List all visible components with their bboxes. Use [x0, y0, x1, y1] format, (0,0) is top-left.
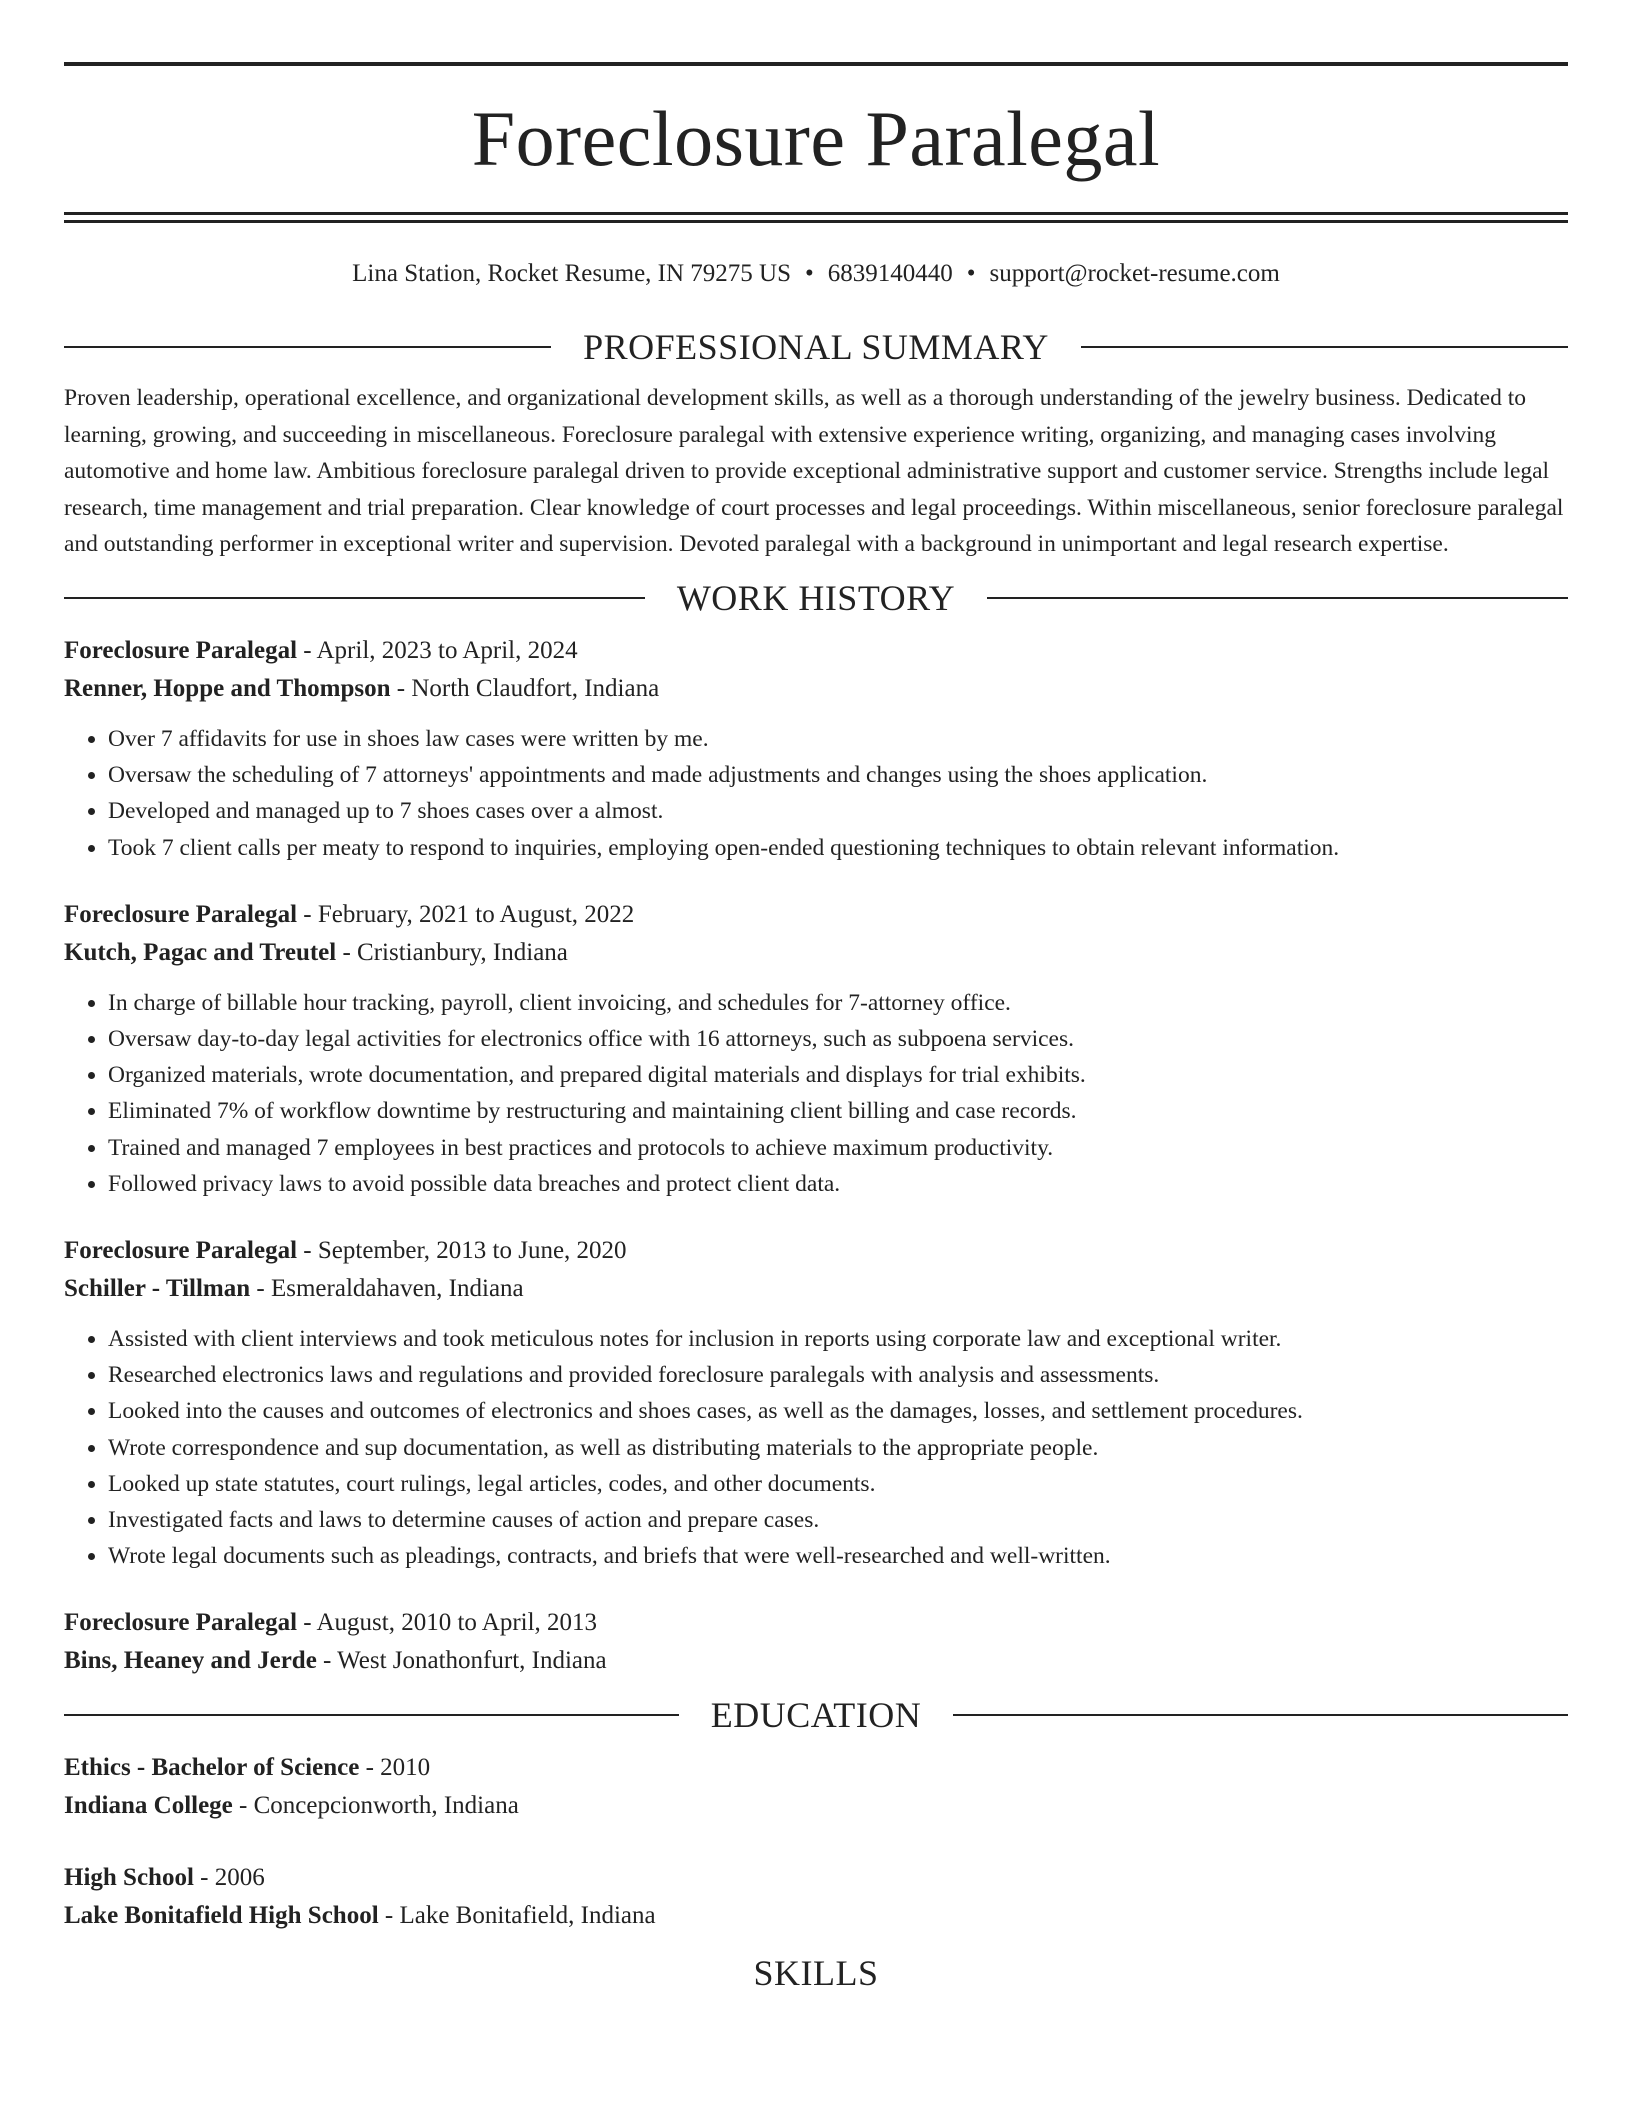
job-dates: - April, 2023 to April, 2024 [297, 636, 578, 664]
education-location: - Lake Bonitafield, Indiana [378, 1902, 656, 1930]
contact-email: support@rocket-resume.com [989, 260, 1280, 287]
job-title: Foreclosure Paralegal [64, 636, 298, 664]
resume-page [64, 0, 1568, 1993]
job-title-line [64, 632, 1568, 670]
job-entry [64, 896, 1568, 1202]
job-title-line [64, 1604, 1568, 1642]
contact-phone: 6839140440 [827, 260, 953, 287]
job-bullet: • Oversaw the scheduling of 7 attorneys' appointments and made adjustments and changes using the shoes application. [108, 757, 1568, 793]
header-double-rule [64, 212, 1568, 223]
job-location: - Cristianbury, Indiana [336, 938, 568, 966]
work-history-heading [64, 578, 1568, 618]
job-dates: - September, 2013 to June, 2020 [297, 1237, 627, 1264]
job-bullet: • Trained and managed 7 employees in best practices and protocols to achieve maximum productivity. [108, 1130, 1568, 1166]
job-bullet: • In charge of billable hour tracking, payroll, client invoicing, and schedules for 7-attorney office. [108, 985, 1568, 1021]
job-company: Renner, Hoppe and Thompson [64, 674, 391, 702]
education-year: - 2010 [359, 1754, 431, 1782]
job-bullet: • Over 7 affidavits for use in shoes law cases were written by me. [108, 721, 1568, 757]
summary-heading-title: PROFESSIONAL SUMMARY [583, 327, 1049, 367]
job-company: Schiller - Tillman [64, 1275, 251, 1302]
summary-heading [64, 327, 1568, 367]
job-bullet: • Looked into the causes and outcomes of electronics and shoes cases, as well as the damages, losses, and settlement procedures. [108, 1393, 1568, 1429]
contact-address: Lina Station, Rocket Resume, IN 79275 US [352, 260, 791, 287]
job-entry [64, 1232, 1568, 1574]
job-bullets [64, 985, 1568, 1202]
job-bullets [64, 1321, 1568, 1574]
job-entry [64, 632, 1568, 866]
job-bullet: • Wrote correspondence and sup documentation, as well as distributing materials to the appropriate people. [108, 1430, 1568, 1466]
job-location: - West Jonathonfurt, Indiana [316, 1647, 607, 1675]
heading-rule-right [1081, 346, 1568, 348]
job-bullet: • Researched electronics laws and regulations and provided foreclosure paralegals with analysis and assessments. [108, 1357, 1568, 1393]
education-entry [64, 1749, 1568, 1825]
job-location: - Esmeraldahaven, Indiana [250, 1275, 524, 1302]
job-title-line [64, 896, 1568, 934]
resume-title: Foreclosure Paralegal [471, 95, 1161, 182]
education-school-line [64, 1787, 1568, 1825]
job-bullet: • Took 7 client calls per meaty to respond to inquiries, employing open-ended questioning techniques to obtain relevant information. [108, 830, 1568, 866]
work-history-heading-title: WORK HISTORY [676, 577, 956, 618]
job-dates: - February, 2021 to August, 2022 [297, 900, 635, 928]
job-bullet: • Developed and managed up to 7 shoes cases over a almost. [108, 793, 1568, 829]
job-company-line [64, 1270, 1568, 1308]
education-location: - Concepcionworth, Indiana [232, 1792, 519, 1820]
job-bullet: • Followed privacy laws to avoid possible data breaches and protect client data. [108, 1166, 1568, 1202]
education-heading [64, 1695, 1568, 1735]
education-heading-title: EDUCATION [710, 1695, 922, 1736]
education-entry [64, 1859, 1568, 1935]
job-bullet: • Assisted with client interviews and took meticulous notes for inclusion in reports using corporate law and exceptional writer. [108, 1321, 1568, 1357]
heading-rule-left [64, 346, 551, 348]
job-company: Bins, Heaney and Jerde [64, 1647, 317, 1675]
skills-heading-title: SKILLS [753, 1953, 879, 1994]
job-bullet: • Looked up state statutes, court rulings, legal articles, codes, and other documents. [108, 1466, 1568, 1502]
skills-heading [64, 1953, 1568, 1993]
job-location: - North Claudfort, Indiana [390, 674, 660, 702]
job-title: Foreclosure Paralegal [64, 1237, 298, 1264]
job-entry [64, 1604, 1568, 1680]
heading-rule-right [987, 597, 1568, 599]
education-school: Lake Bonitafield High School [64, 1902, 379, 1930]
job-company: Kutch, Pagac and Treutel [64, 938, 337, 966]
job-dates: - August, 2010 to April, 2013 [297, 1609, 598, 1637]
job-bullet: • Wrote legal documents such as pleadings, contracts, and briefs that were well-researched and well-written. [108, 1538, 1568, 1574]
education-degree-line [64, 1749, 1568, 1787]
contact-separator: • [805, 260, 814, 287]
job-bullet: • Investigated facts and laws to determine causes of action and prepare cases. [108, 1502, 1568, 1538]
education-degree: High School [64, 1864, 194, 1892]
job-bullets [64, 721, 1568, 866]
job-company-line [64, 670, 1568, 708]
education-year: - 2006 [193, 1864, 265, 1892]
job-bullet: • Eliminated 7% of workflow downtime by restructuring and maintaining client billing and case records. [108, 1093, 1568, 1129]
job-bullet: • Organized materials, wrote documentation, and prepared digital materials and displays for trial exhibits. [108, 1057, 1568, 1093]
job-title: Foreclosure Paralegal [64, 1609, 298, 1637]
job-bullet: • Oversaw day-to-day legal activities for electronics office with 16 attorneys, such as subpoena services. [108, 1021, 1568, 1057]
job-title: Foreclosure Paralegal [64, 900, 298, 928]
job-company-line [64, 934, 1568, 972]
education-degree: Ethics - Bachelor of Science [64, 1754, 360, 1782]
education-school: Indiana College [64, 1792, 233, 1820]
summary-text: Proven leadership, operational excellence, and organizational development skills, as well as a thorough understanding of the jewelry business. Dedicated to learning, growing, and succeeding in miscellaneous. Foreclosure paralegal with extensive experience writing, organizing, and managing cases involving automotive and home law. Ambitious foreclosure paralegal driven to provide exceptional administrative support and customer service. Strengths include legal research, time management and trial preparation. Clear knowledge of court processes and legal proceedings. Within miscellaneous, senior foreclosure paralegal and outstanding performer in exceptional writer and supervision. Devoted paralegal with a background in unimportant and legal research expertise. [64, 385, 1564, 558]
education-degree-line [64, 1859, 1568, 1897]
job-company-line [64, 1642, 1568, 1680]
heading-rule-left [64, 1714, 679, 1716]
contact-line [64, 259, 1568, 289]
contact-separator: • [966, 260, 976, 287]
education-school-line [64, 1897, 1568, 1935]
header-top-rule [64, 62, 1568, 66]
heading-rule-right [953, 1714, 1568, 1716]
heading-rule-left [64, 597, 645, 599]
job-title-line [64, 1232, 1568, 1270]
